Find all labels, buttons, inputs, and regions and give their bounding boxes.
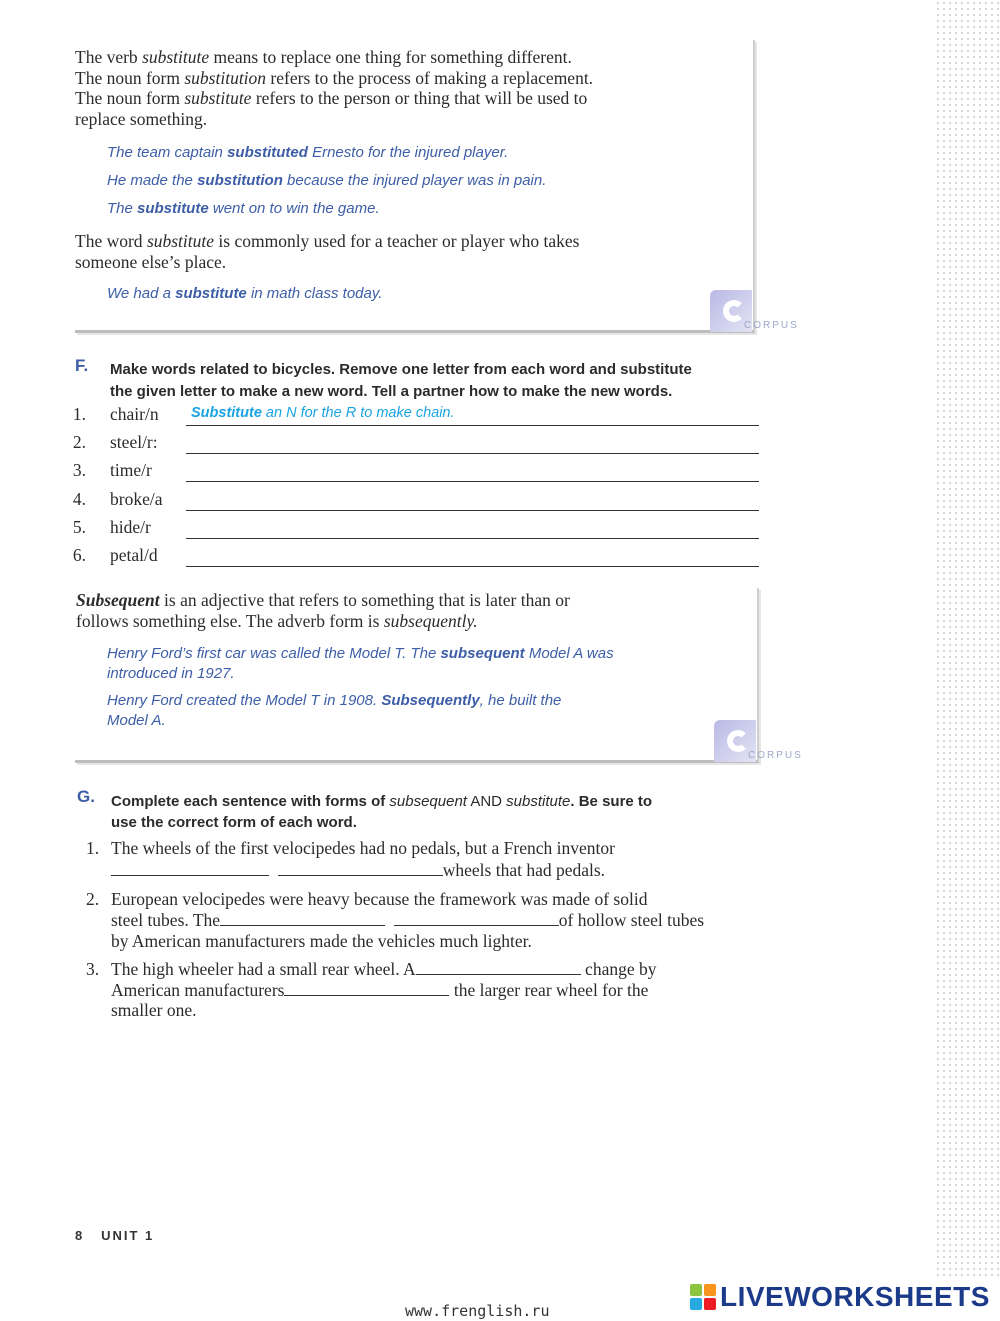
- example-run: , he built the: [479, 692, 562, 709]
- definition-line: [76, 611, 756, 632]
- definition-run: The verb: [75, 47, 143, 67]
- sentence-2-text-b: of hollow steel tubes: [558, 910, 705, 930]
- example-run: substituted: [227, 144, 308, 161]
- sentence-2-line-3: by American manufacturers made the vehicles much lighter.: [111, 931, 532, 951]
- blank-3a[interactable]: [416, 960, 581, 975]
- definition-run: refers to the person or thing that will be used to: [251, 88, 588, 108]
- example-run: subsequent: [440, 645, 525, 662]
- liveworksheets-brand: LIVEWORKSHEETS: [720, 1281, 990, 1312]
- example-run: We had a: [107, 285, 176, 302]
- example-run: because the injured player was in pain.: [282, 172, 547, 189]
- blank-1b[interactable]: [278, 861, 443, 876]
- usage-run: is commonly used for a teacher or player who takes: [214, 231, 580, 251]
- item-number: 6.: [72, 545, 86, 565]
- exercise-g-instruction-2: use the correct form of each word.: [111, 814, 357, 831]
- definition-line: [75, 68, 755, 89]
- item-word: petal/d: [110, 545, 158, 565]
- definition-run: follows something else. The adverb form is: [76, 610, 384, 631]
- example-run: Ernesto for the injured player.: [307, 144, 509, 161]
- sentence-3-number: 3.: [86, 959, 100, 979]
- definition-run: substitute: [184, 88, 252, 108]
- usage-run: substitute: [146, 231, 215, 251]
- substitute-usage-note: [75, 231, 755, 272]
- usage-run: The word: [75, 231, 147, 251]
- subsequent-definition: [76, 590, 756, 631]
- sample-answer: [191, 405, 455, 421]
- example-sentence: [107, 691, 561, 731]
- example-run: Henry Ford created the Model T in 1908.: [107, 692, 382, 709]
- sentence-3-line-2: [111, 980, 648, 1001]
- blank-3b[interactable]: [284, 981, 449, 996]
- definition-run: subsequently.: [383, 610, 478, 631]
- sentence-2-text-a: steel tubes. The: [111, 910, 221, 930]
- sentence-3-line-1: [111, 959, 656, 980]
- instr-text-end: . Be sure to: [570, 793, 653, 810]
- item-number: 3.: [72, 460, 86, 481]
- example-run: substitute: [175, 285, 247, 302]
- exercise-f-instruction-2: the given letter to make a new word. Tell a partner how to make the new words.: [110, 383, 673, 400]
- example-run: Model A.: [107, 712, 166, 729]
- unit-label: UNIT 1: [101, 1228, 155, 1243]
- usage-line: [75, 252, 755, 273]
- page-edge-texture: [935, 0, 1000, 1280]
- example-run: Model A was: [524, 645, 614, 662]
- substitute-definition: [75, 47, 755, 129]
- example-run: The team captain: [107, 144, 228, 161]
- definition-run: The noun form: [75, 67, 185, 88]
- example-sentence: [107, 644, 614, 684]
- watermark-url: www.frenglish.ru: [405, 1302, 550, 1320]
- example-run: in math class today.: [246, 285, 383, 302]
- substitute-example-math: [107, 284, 382, 304]
- answer-line[interactable]: [186, 510, 759, 511]
- item-number: 5.: [72, 516, 86, 537]
- definition-line: [75, 109, 755, 130]
- page-footer: [75, 1228, 154, 1243]
- definition-line: [75, 88, 755, 109]
- exercise-f-letter: F.: [75, 356, 89, 375]
- definition-run: refers to the process of making a replacement.: [266, 67, 594, 88]
- example-line: [107, 664, 614, 684]
- example-line: [107, 644, 614, 664]
- usage-line: [75, 231, 755, 252]
- example-run: went on to win the game.: [208, 200, 380, 217]
- example-run: He made the: [107, 172, 198, 189]
- sentence-3-text-b: change by: [580, 959, 657, 979]
- example-run: introduced in 1927.: [107, 665, 235, 682]
- example-run: The: [107, 200, 138, 217]
- definition-run: substitute: [142, 47, 210, 67]
- sentence-2-line-1: European velocipedes were heavy because the framework was made of solid: [111, 889, 648, 909]
- page-number: 8: [75, 1228, 85, 1243]
- item-number: 1.: [72, 404, 86, 424]
- definition-run: is an adjective that refers to something that is later than or: [159, 590, 570, 610]
- sentence-3-text-c: American manufacturers: [111, 980, 285, 1000]
- example-line: [107, 711, 561, 731]
- liveworksheets-logo-icon: [690, 1284, 716, 1310]
- example-line: [107, 691, 561, 711]
- definition-run: substitution: [184, 67, 267, 88]
- sample-answer-keyword: Substitute: [191, 405, 262, 421]
- sample-answer-text: an N for the R to make chain.: [261, 405, 455, 421]
- sentence-3-text-a: The high wheeler had a small rear wheel. A: [111, 959, 416, 979]
- instr-word-subsequent: subsequent: [389, 793, 467, 810]
- definition-line: [76, 590, 756, 611]
- sentence-3-line-3: smaller one.: [111, 1000, 197, 1020]
- blank-2a[interactable]: [220, 911, 385, 926]
- answer-line[interactable]: [186, 538, 759, 539]
- sentence-1-number: 1.: [86, 838, 100, 858]
- usage-run: someone else’s place.: [75, 251, 227, 272]
- item-word: hide/r: [110, 516, 151, 537]
- answer-line[interactable]: [186, 453, 759, 454]
- blank-2b[interactable]: [394, 911, 559, 926]
- answer-line[interactable]: [186, 425, 759, 426]
- sentence-1-line-2: [111, 860, 605, 881]
- sentence-2-line-2: [111, 910, 704, 931]
- sentence-2-number: 2.: [86, 889, 100, 909]
- exercise-f-instruction-1: Make words related to bicycles. Remove one letter from each word and substitute: [110, 361, 692, 378]
- answer-line[interactable]: [186, 566, 759, 567]
- instr-and: AND: [466, 793, 507, 810]
- example-run: substitute: [137, 200, 209, 217]
- item-word: time/r: [110, 460, 152, 481]
- item-word: chair/n: [110, 404, 159, 424]
- exercise-g-instruction-1: [111, 791, 652, 812]
- answer-line[interactable]: [186, 481, 759, 482]
- definition-run: Subsequent: [76, 590, 160, 610]
- corpus-label: CORPUS: [748, 750, 803, 761]
- example-sentence: [107, 143, 508, 163]
- blank-1a[interactable]: [111, 861, 269, 876]
- item-number: 2.: [72, 432, 86, 453]
- definition-run: replace something.: [75, 108, 208, 129]
- liveworksheets-logo[interactable]: [690, 1280, 990, 1314]
- example-run: Subsequently: [381, 692, 480, 709]
- example-run: substitution: [197, 172, 283, 189]
- item-word: broke/a: [110, 488, 163, 509]
- sentence-3-text-d: the larger rear wheel for the: [449, 980, 649, 1000]
- item-word: steel/r:: [110, 432, 158, 453]
- sentence-1-text: wheels that had pedals.: [442, 860, 606, 880]
- example-sentence: [107, 199, 380, 219]
- corpus-label: CORPUS: [744, 320, 799, 331]
- instr-word-substitute: substitute: [506, 793, 571, 810]
- definition-run: The noun form: [75, 88, 185, 108]
- example-run: Henry Ford’s first car was called the Model T. The: [107, 645, 441, 662]
- instr-text: Complete each sentence with forms of: [111, 793, 390, 810]
- item-number: 4.: [72, 488, 86, 509]
- sentence-1-line-1: The wheels of the first velocipedes had no pedals, but a French inventor: [111, 838, 615, 858]
- definition-run: means to replace one thing for something different.: [209, 47, 572, 67]
- definition-line: [75, 47, 755, 68]
- example-sentence: [107, 171, 546, 191]
- exercise-g-letter: G.: [77, 787, 95, 806]
